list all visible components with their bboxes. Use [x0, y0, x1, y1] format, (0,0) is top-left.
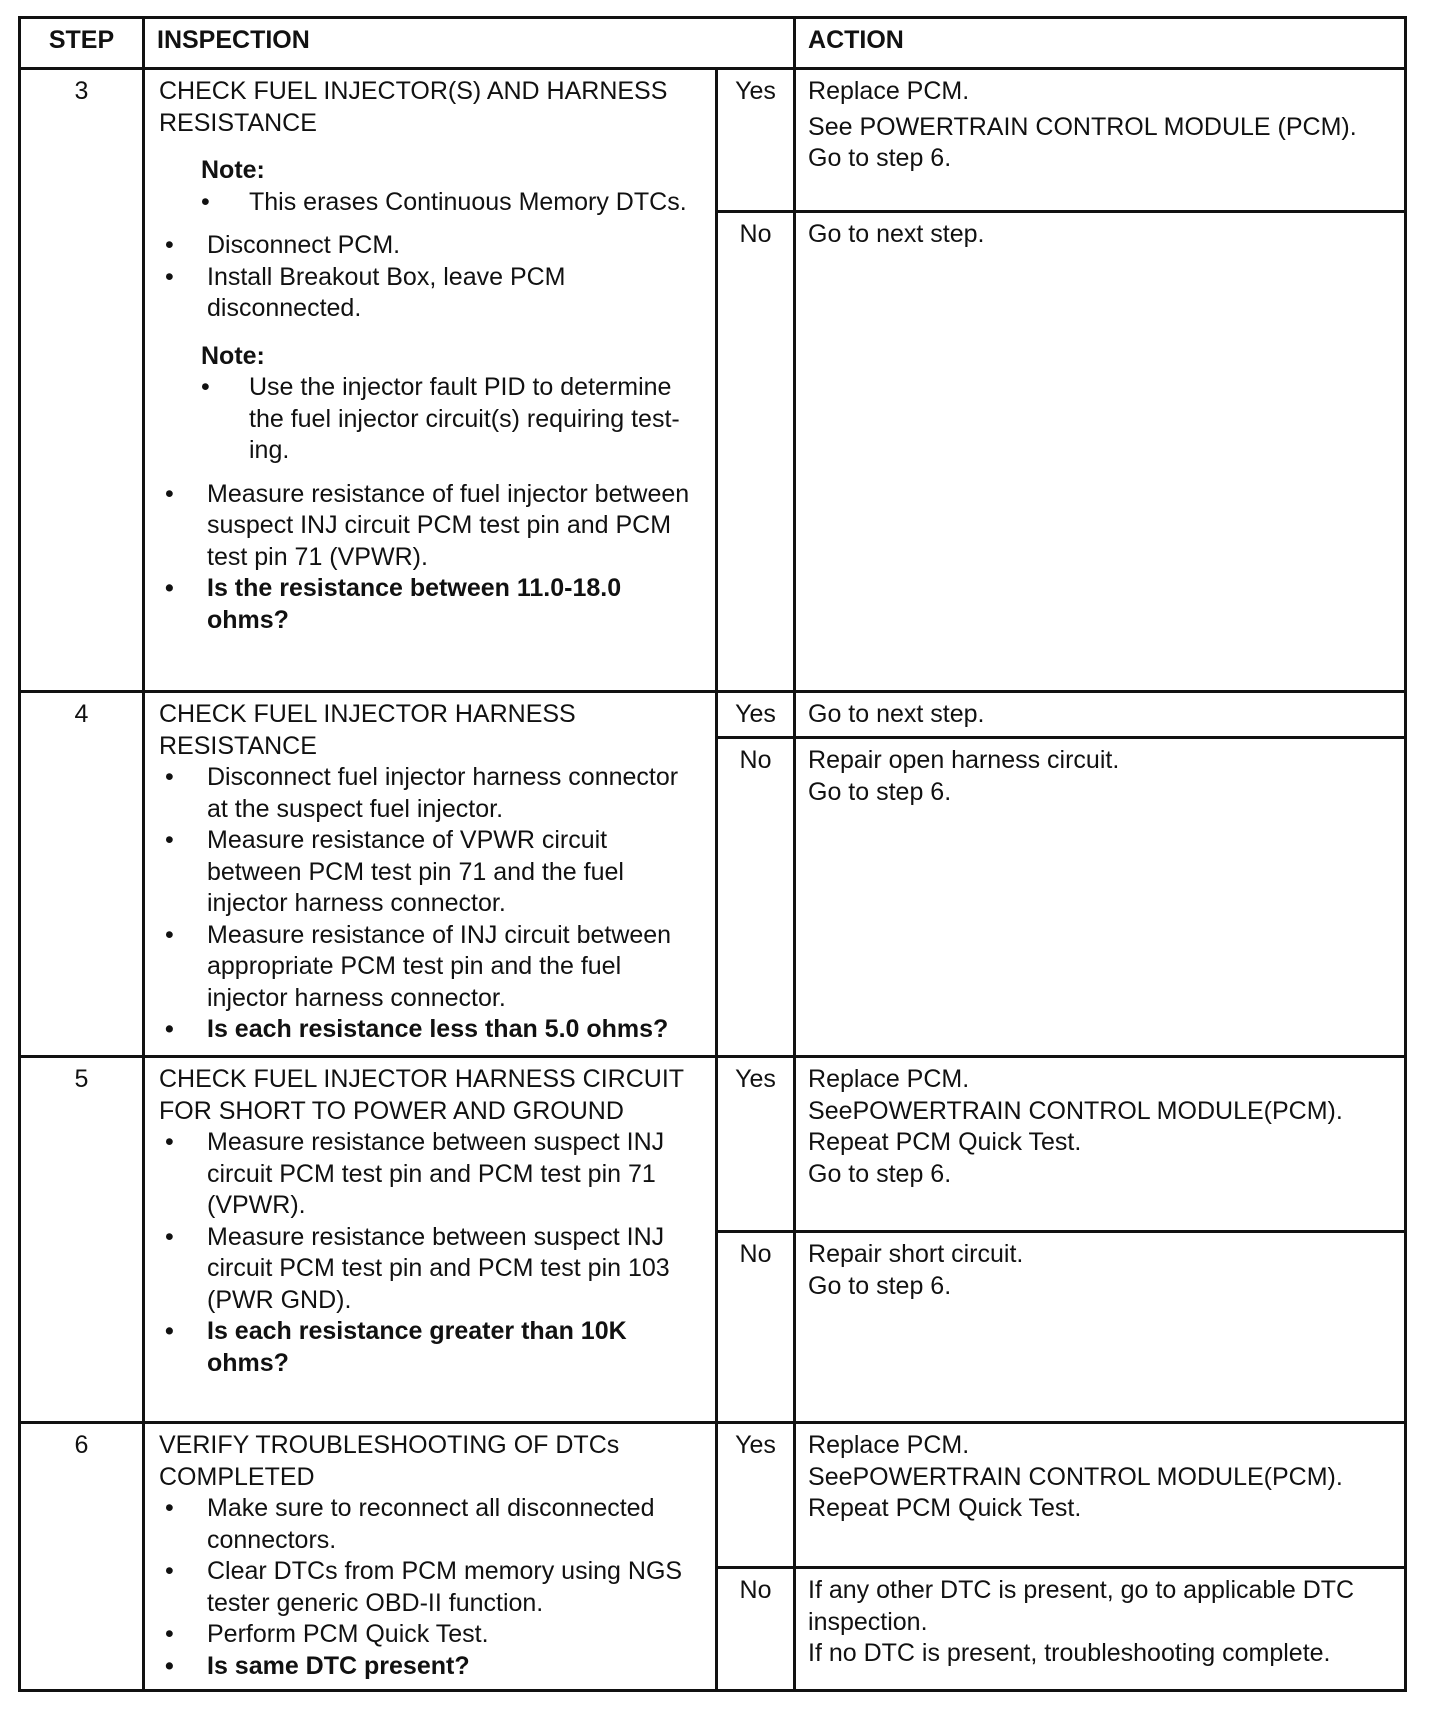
- action-column-header: ACTION: [795, 18, 1406, 69]
- inspection-column-header: INSPECTION: [144, 18, 795, 69]
- step-column-header: STEP: [20, 18, 144, 69]
- inspection-question: • Is the resistance between 11.0-18.0 ohms?: [159, 573, 705, 636]
- yes-label: Yes: [717, 69, 795, 212]
- inspection-item: • Clear DTCs from PCM memory using NGS tester generic OBD-II function.: [159, 1556, 705, 1619]
- inspection-item: • Disconnect PCM.: [159, 230, 705, 262]
- no-action: [795, 212, 1406, 692]
- inspection-item: • Measure resistance of INJ circuit between appropriate PCM test pin and the fuel injector harness connector.: [159, 920, 705, 1015]
- inspection-heading: CHECK FUEL INJECTOR HARNESS RESISTANCE: [159, 700, 576, 760]
- inspection-cell: [144, 1057, 717, 1423]
- inspection-item: • Measure resistance between suspect INJ circuit PCM test pin and PCM test pin 71 (VPWR).: [159, 1127, 705, 1222]
- inspection-heading: CHECK FUEL INJECTOR(S) AND HARNESS RESISTANCE: [159, 77, 668, 137]
- action-line: Go to step 6.: [808, 1159, 952, 1188]
- note-block: [201, 341, 705, 467]
- action-line: SeePOWERTRAIN CONTROL MODULE(PCM).: [808, 1462, 1343, 1491]
- action-line: Replace PCM.: [808, 77, 970, 105]
- step-6-yes-row: [20, 1423, 1406, 1568]
- no-label: No: [717, 1568, 795, 1691]
- inspection-cell: [144, 1423, 717, 1691]
- inspection-heading: CHECK FUEL INJECTOR HARNESS CIRCUIT FOR SHORT TO POWER AND GROUND: [159, 1065, 684, 1125]
- step-number: 6: [20, 1423, 144, 1691]
- step-5-yes-row: [20, 1057, 1406, 1232]
- note-label: Note:: [201, 156, 265, 184]
- action-line: Repair short circuit.: [808, 1240, 1024, 1268]
- action-line: Replace PCM.: [808, 1065, 970, 1093]
- action-line: SeePOWERTRAIN CONTROL MODULE(PCM).: [808, 1096, 1343, 1125]
- action-line: Go to step 6.: [808, 777, 952, 806]
- no-action: [795, 738, 1406, 1057]
- inspection-heading: VERIFY TROUBLESHOOTING OF DTCs COMPLETED: [159, 1431, 620, 1491]
- action-line: Go to step 6.: [808, 1271, 952, 1300]
- step-4-yes-row: [20, 692, 1406, 738]
- inspection-item: • Disconnect fuel injector harness connector at the suspect fuel injector.: [159, 762, 705, 825]
- note-label: Note:: [201, 341, 265, 370]
- inspection-question: • Is each resistance less than 5.0 ohms?: [159, 1014, 705, 1046]
- no-label: No: [717, 1232, 795, 1423]
- troubleshooting-table: [18, 16, 1407, 1692]
- action-line: If any other DTC is present, go to applicable DTC inspection.: [808, 1576, 1355, 1636]
- action-line: Go to next step.: [808, 700, 985, 728]
- action-line: Replace PCM.: [808, 1431, 970, 1459]
- inspection-item: • Perform PCM Quick Test.: [159, 1619, 705, 1651]
- inspection-question: • Is each resistance greater than 10K ohms?: [159, 1316, 705, 1379]
- action-line: If no DTC is present, troubleshooting complete.: [808, 1639, 1331, 1667]
- inspection-item: • Measure resistance of VPWR circuit between PCM test pin 71 and the fuel injector harness connector.: [159, 825, 705, 920]
- yes-label: Yes: [717, 1423, 795, 1568]
- action-line: Go to step 6.: [808, 144, 952, 172]
- no-label: No: [717, 212, 795, 692]
- no-label: No: [717, 738, 795, 1057]
- action-line: Repeat PCM Quick Test.: [808, 1494, 1082, 1522]
- inspection-cell: [144, 692, 717, 1057]
- header-row: [20, 18, 1406, 69]
- note-item: • This erases Continuous Memory DTCs.: [201, 187, 705, 219]
- step-number: 3: [20, 69, 144, 692]
- note-item: • Use the injector fault PID to determine the fuel injector circuit(s) requiring test- ing.: [201, 372, 705, 467]
- no-action: [795, 1232, 1406, 1423]
- note-block: [201, 155, 705, 218]
- step-number: 4: [20, 692, 144, 1057]
- action-line: Go to next step.: [808, 220, 985, 248]
- action-line: Repeat PCM Quick Test.: [808, 1128, 1082, 1156]
- inspection-item: • Measure resistance between suspect INJ circuit PCM test pin and PCM test pin 103 (PWR GND).: [159, 1222, 705, 1317]
- inspection-cell: [144, 69, 717, 692]
- inspection-question: • Is same DTC present?: [159, 1651, 705, 1683]
- yes-action: [795, 1423, 1406, 1568]
- action-line: See POWERTRAIN CONTROL MODULE (PCM).: [808, 112, 1357, 141]
- step-number: 5: [20, 1057, 144, 1423]
- yes-label: Yes: [717, 692, 795, 738]
- yes-action: [795, 69, 1406, 212]
- yes-action: [795, 1057, 1406, 1232]
- action-line: Repair open harness circuit.: [808, 746, 1120, 774]
- yes-action: [795, 692, 1406, 738]
- inspection-item: • Make sure to reconnect all disconnected connectors.: [159, 1493, 705, 1556]
- inspection-item: • Measure resistance of fuel injector between suspect INJ circuit PCM test pin and PCM test pin 71 (VPWR).: [159, 479, 705, 574]
- yes-label: Yes: [717, 1057, 795, 1232]
- step-3-yes-row: [20, 69, 1406, 212]
- inspection-item: • Install Breakout Box, leave PCM disconnected.: [159, 262, 705, 325]
- no-action: [795, 1568, 1406, 1691]
